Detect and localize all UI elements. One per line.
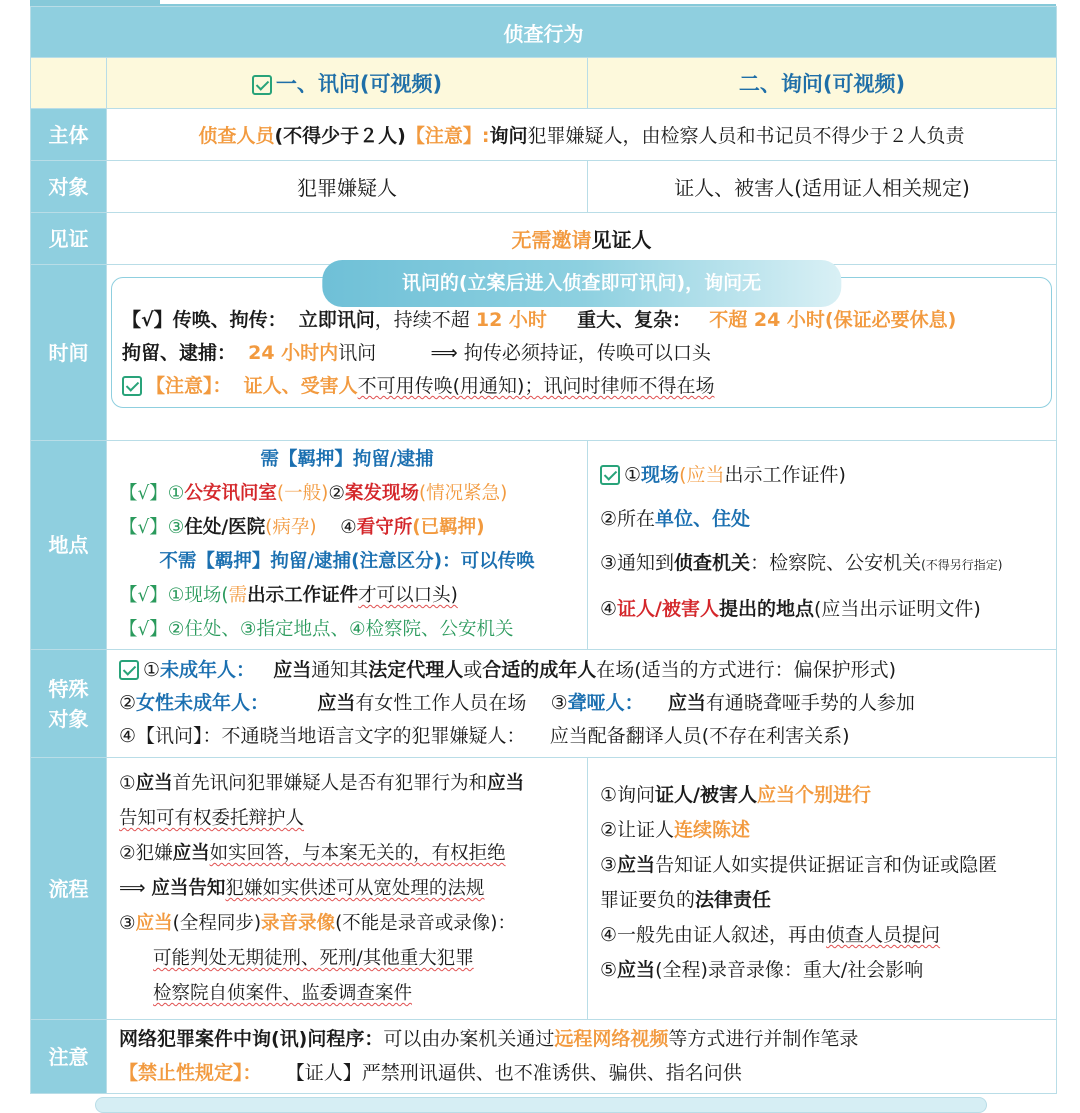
place-right: ①现场(应当出示工作证件) ②所在单位、住处 ③通知到侦查机关：检察院、公安机关(不得另行指定) ④证人/被害人提出的地点(应当出示证明文件) <box>588 441 1057 650</box>
row-label-note: 注意 <box>31 1020 107 1094</box>
special-cell: ①未成年人： 应当通知其法定代理人或合适的成年人在场(适当的方式进行：偏保护形式) ②女性未成年人： 应当有女性工作人员在场 ③聋哑人： 应当有通晓聋哑手势的人参加 ④【讯问】：不通晓当地语言文字的犯罪嫌疑人： 应当配备翻译人员(不存在利害关系) <box>107 650 1057 758</box>
process-right: ①询问证人/被害人应当个别进行 ②让证人连续陈述 ③应当告知证人如实提供证据证言和伪证或隐匿 罪证要负的法律责任 ④一般先由证人叙述，再由侦查人员提问 ⑤应当(全程)录音录像：重大/社会影响 <box>588 758 1057 1020</box>
table-title: 侦查行为 <box>31 7 1057 58</box>
row-label-witness: 见证 <box>31 213 107 265</box>
row-label-process: 流程 <box>31 758 107 1020</box>
col-header-interrogation: 一、讯问(可视频) <box>107 58 588 109</box>
process-left: ①应当首先讯问犯罪嫌疑人是否有犯罪行为和应当 告知可有权委托辩护人 ②犯嫌应当如实回答，与本案无关的，有权拒绝 ⟹ 应当告知犯嫌如实供述可从宽处理的法规 ③应当(全程同步)录音录像(不能是录音或录像)： 可能判处无期徒刑、死刑/其他重大犯罪 检察院自侦案件、监委调查案件 <box>107 758 588 1020</box>
next-section-banner <box>95 1097 987 1113</box>
row-label-time: 时间 <box>31 265 107 441</box>
time-cell <box>107 265 1057 441</box>
witness-cell: 无需邀请见证人 <box>107 213 1057 265</box>
object-right: 证人、被害人(适用证人相关规定) <box>588 161 1057 213</box>
row-label-subject: 主体 <box>31 109 107 161</box>
corner-cell <box>31 58 107 109</box>
col-header-inquiry: 二、询问(可视频) <box>588 58 1057 109</box>
row-label-place: 地点 <box>31 441 107 650</box>
place-left: 需【羁押】拘留/逮捕 【√】①公安讯问室(一般)②案发现场(情况紧急) 【√】③住处/医院(病孕) ④看守所(已羁押) 不需【羁押】拘留/逮捕(注意区分)：可以传唤 【√】①现场(需出示工作证件才可以口头) 【√】②住处、③指定地点、④检察院、公安机关 <box>107 441 588 650</box>
note-cell: 网络犯罪案件中询(讯)问程序：可以由办案机关通过远程网络视频等方式进行并制作笔录 【禁止性规定】： 【证人】严禁刑讯逼供、也不准诱供、骗供、指名问供 <box>107 1020 1057 1094</box>
bookmark-check-icon <box>600 465 620 485</box>
bookmark-check-icon <box>119 660 139 680</box>
row-label-special: 特殊 对象 <box>31 650 107 758</box>
investigation-table <box>30 6 1057 1094</box>
row-label-object: 对象 <box>31 161 107 213</box>
time-box: 讯问的(立案后进入侦查即可讯问)，询问无 【√】传唤、拘传： 立即讯问，持续不超 12 小时 重大、复杂： 不超 24 小时(保证必要休息) 拘留、逮捕： 24 小时内讯问 ⟹ 拘传必须持证，传唤可以口头 【注意】： 证人、受害人不可用传唤(用通知)；讯问时律师不得在场 <box>111 277 1052 408</box>
object-left: 犯罪嫌疑人 <box>107 161 588 213</box>
bookmark-check-icon <box>252 75 272 95</box>
subject-cell: 侦查人员(不得少于２人)【注意】:询问犯罪嫌疑人，由检察人员和书记员不得少于２人负责 <box>107 109 1057 161</box>
time-banner: 讯问的(立案后进入侦查即可讯问)，询问无 <box>322 260 841 307</box>
bookmark-check-icon <box>122 376 142 396</box>
